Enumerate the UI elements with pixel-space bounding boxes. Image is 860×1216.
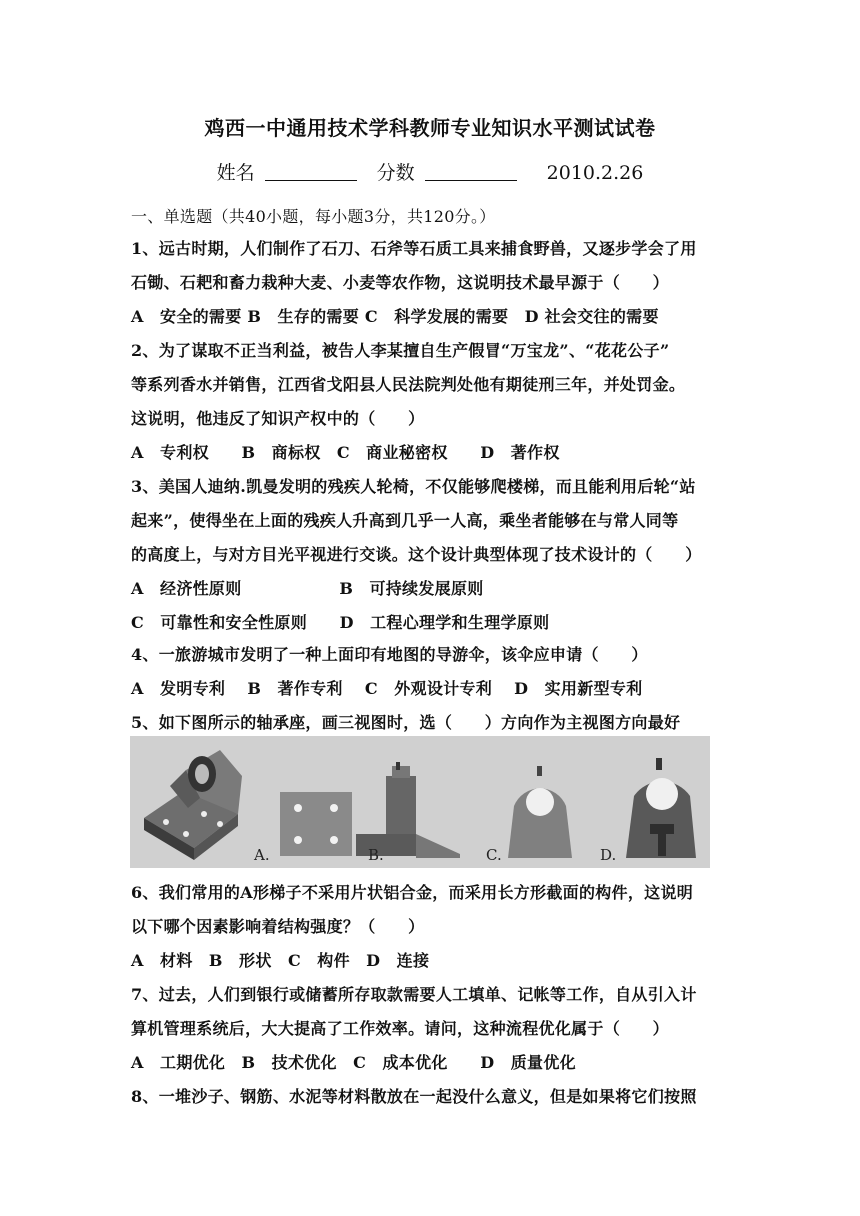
question-text: 7、过去，人们到银行或储蓄所存取款需要人工填单、记帐等工作，自从引入计 <box>131 985 697 1004</box>
question-text: 1、远古时期，人们制作了石刀、石斧等石质工具来捕食野兽，又逐步学会了用 <box>131 239 697 258</box>
bearing-seat-figure <box>130 736 710 868</box>
view-c-front <box>486 766 572 864</box>
answer-options: A 经济性原则 B 可持续发展原则 <box>131 579 484 598</box>
view-a-top <box>253 792 352 864</box>
answer-options: A 发明专利 B 著作专利 C 外观设计专利 D 实用新型专利 <box>131 679 643 698</box>
question-text: 起来”，使得坐在上面的残疾人升高到几乎一人高，乘坐者能够在与常人同等 <box>131 511 679 530</box>
view-b-label: B. <box>368 846 384 864</box>
answer-options: A 安全的需要 B 生存的需要 C 科学发展的需要 D 社会交往的需要 <box>131 307 659 326</box>
score-blank[interactable] <box>425 180 517 181</box>
question-text: 算机管理系统后，大大提高了工作效率。请问，这种流程优化属于（ ） <box>131 1019 669 1038</box>
answer-options: A 专利权 B 商标权 C 商业秘密权 D 著作权 <box>131 443 560 462</box>
view-d-front <box>600 758 696 864</box>
view-b-side <box>356 762 460 864</box>
question-text: 2、为了谋取不正当利益，被告人李某擅自生产假冒“万宝龙”、“花花公子” <box>131 341 670 360</box>
question-text: 以下哪个因素影响着结构强度？（ ） <box>131 917 425 936</box>
exam-date: 2010.2.26 <box>546 162 644 184</box>
question-text: 这说明，他违反了知识产权中的（ ） <box>131 409 425 428</box>
question-text: 等系列香水并销售，江西省戈阳县人民法院判处他有期徒刑三年，并处罚金。 <box>131 375 686 394</box>
view-a-label: A. <box>254 846 270 864</box>
answer-options: A 材料 B 形状 C 构件 D 连接 <box>131 951 430 970</box>
exam-header <box>0 158 860 185</box>
question-text: 4、一旅游城市发明了一种上面印有地图的导游伞，该伞应申请（ ） <box>131 645 648 664</box>
answer-options: C 可靠性和安全性原则 D 工程心理学和生理学原则 <box>131 613 550 632</box>
question-text: 8、一堆沙子、钢筋、水泥等材料散放在一起没什么意义，但是如果将它们按照 <box>131 1087 697 1106</box>
score-label: 分数 <box>376 162 415 184</box>
question-text: 石锄、石耙和畜力栽种大麦、小麦等农作物，这说明技术最早源于（ ） <box>131 273 669 292</box>
view-c-label: C. <box>486 846 502 864</box>
isometric-view <box>144 750 242 860</box>
question-text: 的高度上，与对方目光平视进行交谈。这个设计典型体现了技术设计的（ ） <box>131 545 702 564</box>
question-text: 3、美国人迪纳.凯曼发明的残疾人轮椅，不仅能够爬楼梯，而且能利用后轮“站 <box>131 477 696 496</box>
answer-options: A 工期优化 B 技术优化 C 成本优化 D 质量优化 <box>131 1053 576 1072</box>
section-heading: 一、单选题（共40小题，每小题3分，共120分。） <box>131 207 496 226</box>
page-title: 鸡西一中通用技术学科教师专业知识水平测试试卷 <box>204 116 656 140</box>
question-text: 6、我们常用的A形梯子不采用片状铝合金，而采用长方形截面的构件，这说明 <box>131 883 694 902</box>
question-text: 5、如下图所示的轴承座，画三视图时，选（ ）方向作为主视图方向最好 <box>131 713 681 732</box>
view-d-label: D. <box>600 846 617 864</box>
name-label: 姓名 <box>216 162 255 184</box>
name-blank[interactable] <box>265 180 357 181</box>
